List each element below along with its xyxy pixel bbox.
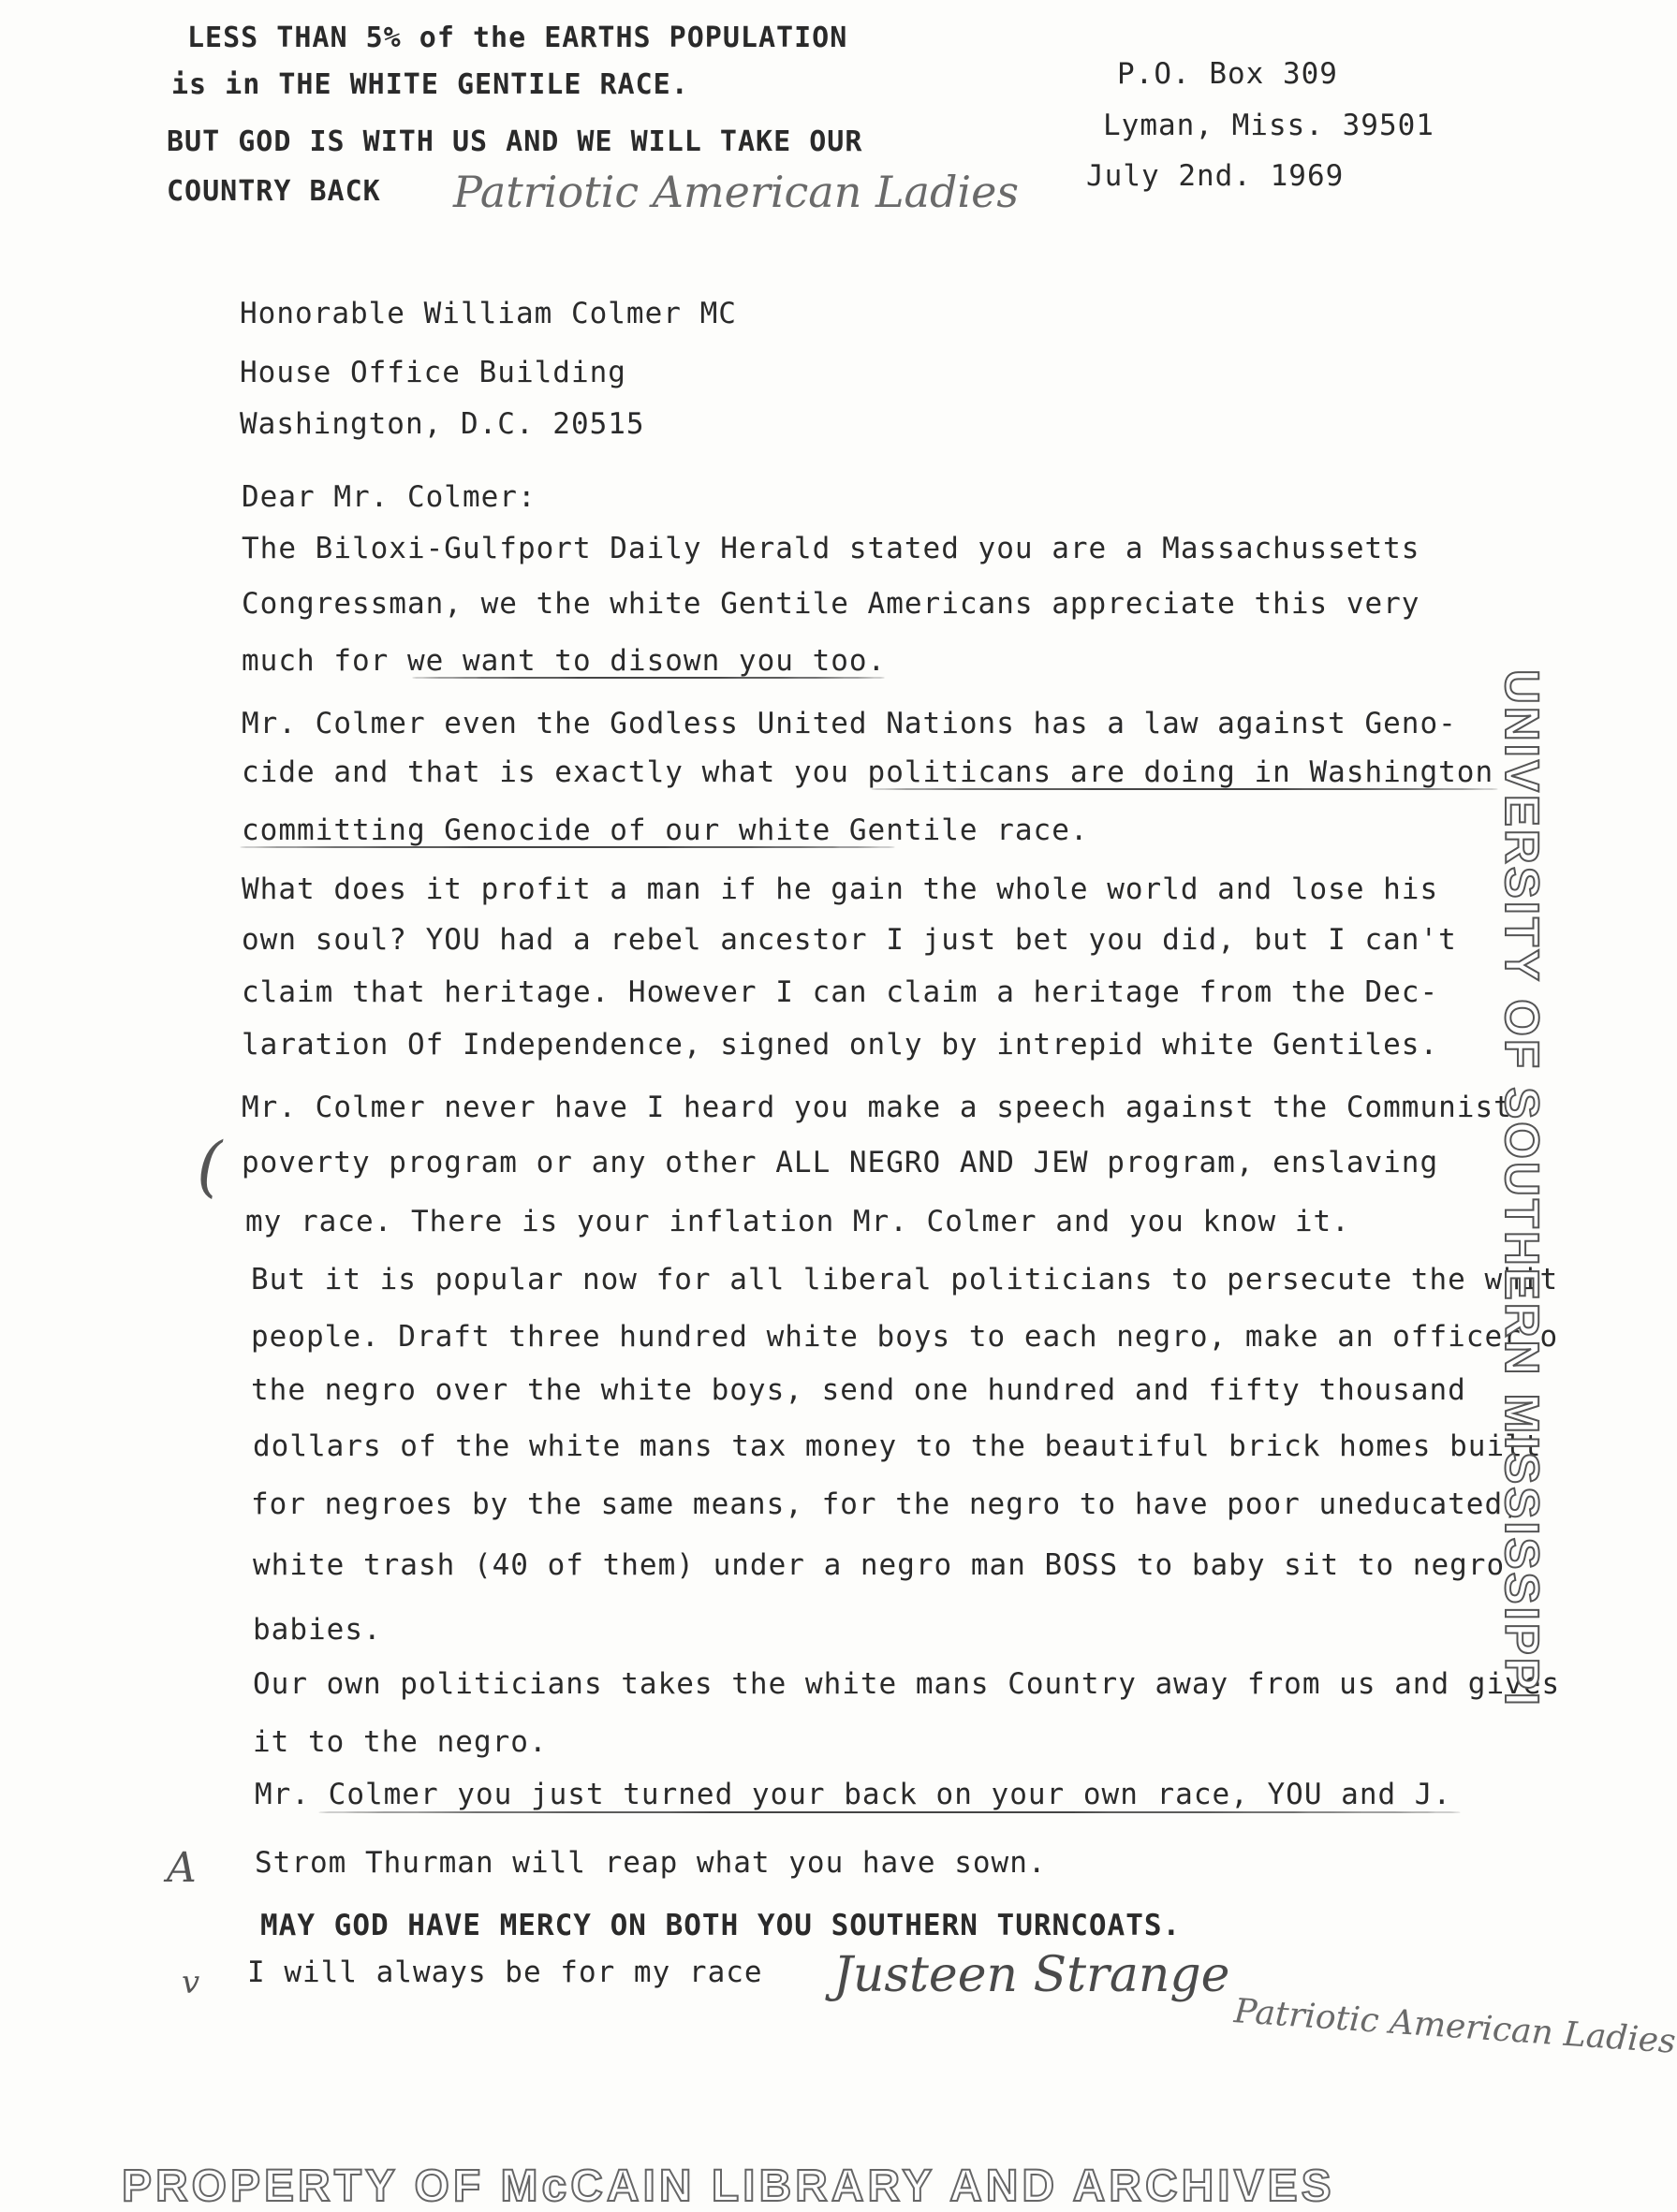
city-line: Lyman, Miss. 39501 <box>1103 109 1434 142</box>
margin-letter-mark: v <box>182 1964 200 2001</box>
body-line: dollars of the white mans tax money to the beautiful brick homes built <box>253 1429 1542 1463</box>
letter-date: July 2nd. 1969 <box>1086 159 1345 193</box>
underline-mark <box>318 1811 1461 1813</box>
body-line: cide and that is exactly what you politicans are doing in Washington <box>242 755 1494 789</box>
underline-mark <box>412 677 885 679</box>
body-line: But it is popular now for all liberal politicians to persecute the whit <box>251 1263 1559 1296</box>
body-line: Mr. Colmer you just turned your back on your own race, YOU and J. <box>255 1778 1452 1811</box>
body-line: Strom Thurman will reap what you have sown. <box>255 1846 1047 1880</box>
body-line: Mr. Colmer even the Godless United Nations has a law against Geno- <box>242 707 1457 740</box>
body-line: the negro over the white boys, send one hundred and fifty thousand <box>251 1373 1466 1407</box>
underline-mark <box>240 846 895 848</box>
body-line: Congressman, we the white Gentile Americans appreciate this very <box>242 587 1420 621</box>
salutation: Dear Mr. Colmer: <box>242 480 537 514</box>
slogan-line: is in THE WHITE GENTILE RACE. <box>171 68 689 101</box>
body-line: people. Draft three hundred white boys to each negro, make an officer o <box>251 1320 1559 1354</box>
body-line: MAY GOD HAVE MERCY ON BOTH YOU SOUTHERN TURNCOATS. <box>260 1909 1182 1942</box>
signature-title: Patriotic American Ladies <box>1232 1992 1677 2061</box>
university-stamp: UNIVERSITY OF SOUTHERN MISSISSIPPI <box>1495 669 1549 1708</box>
slogan-line: LESS THAN 5% of the EARTHS POPULATION <box>187 22 848 54</box>
margin-letter-mark: A <box>167 1844 197 1892</box>
body-line: poverty program or any other ALL NEGRO AND JEW program, enslaving <box>242 1146 1439 1179</box>
recipient-city: Washington, D.C. 20515 <box>240 407 645 441</box>
body-line: The Biloxi-Gulfport Daily Herald stated you are a Massachussetts <box>242 532 1420 565</box>
body-line: for negroes by the same means, for the negro to have poor uneducated, <box>251 1487 1522 1521</box>
body-line: it to the negro. <box>253 1725 548 1759</box>
recipient-name: Honorable William Colmer MC <box>240 297 737 330</box>
recipient-building: House Office Building <box>240 356 626 389</box>
body-line: much for we want to disown you too. <box>242 644 887 678</box>
slogan-line: COUNTRY BACK <box>167 175 381 208</box>
handwritten-header-note: Patriotic American Ladies <box>453 167 1019 217</box>
body-line: laration Of Independence, signed only by intrepid white Gentiles. <box>242 1028 1439 1062</box>
margin-bracket-mark: ( <box>197 1128 223 1205</box>
body-line: Our own politicians takes the white mans Country away from us and gives <box>253 1667 1561 1701</box>
body-line: own soul? YOU had a rebel ancestor I just bet you did, but I can't <box>242 923 1457 957</box>
archive-footer-stamp: PROPERTY OF McCAIN LIBRARY AND ARCHIVES <box>122 2161 1335 2211</box>
slogan-line: BUT GOD IS WITH US AND WE WILL TAKE OUR <box>167 125 863 158</box>
signature: Justeen Strange <box>833 1947 1230 2003</box>
body-line: claim that heritage. However I can claim a heritage from the Dec- <box>242 975 1439 1009</box>
body-line: committing Genocide of our white Gentile race. <box>242 813 1089 847</box>
closing-line: I will always be for my race <box>247 1956 763 1989</box>
body-line: What does it profit a man if he gain the whole world and lose his <box>242 872 1439 906</box>
po-box: P.O. Box 309 <box>1117 57 1338 91</box>
underline-mark <box>871 788 1498 790</box>
body-line: white trash (40 of them) under a negro man BOSS to baby sit to negro <box>253 1548 1506 1582</box>
body-line: Mr. Colmer never have I heard you make a speech against the Communist <box>242 1091 1512 1124</box>
body-line: my race. There is your inflation Mr. Colmer and you know it. <box>245 1205 1350 1238</box>
body-line: babies. <box>253 1613 382 1647</box>
